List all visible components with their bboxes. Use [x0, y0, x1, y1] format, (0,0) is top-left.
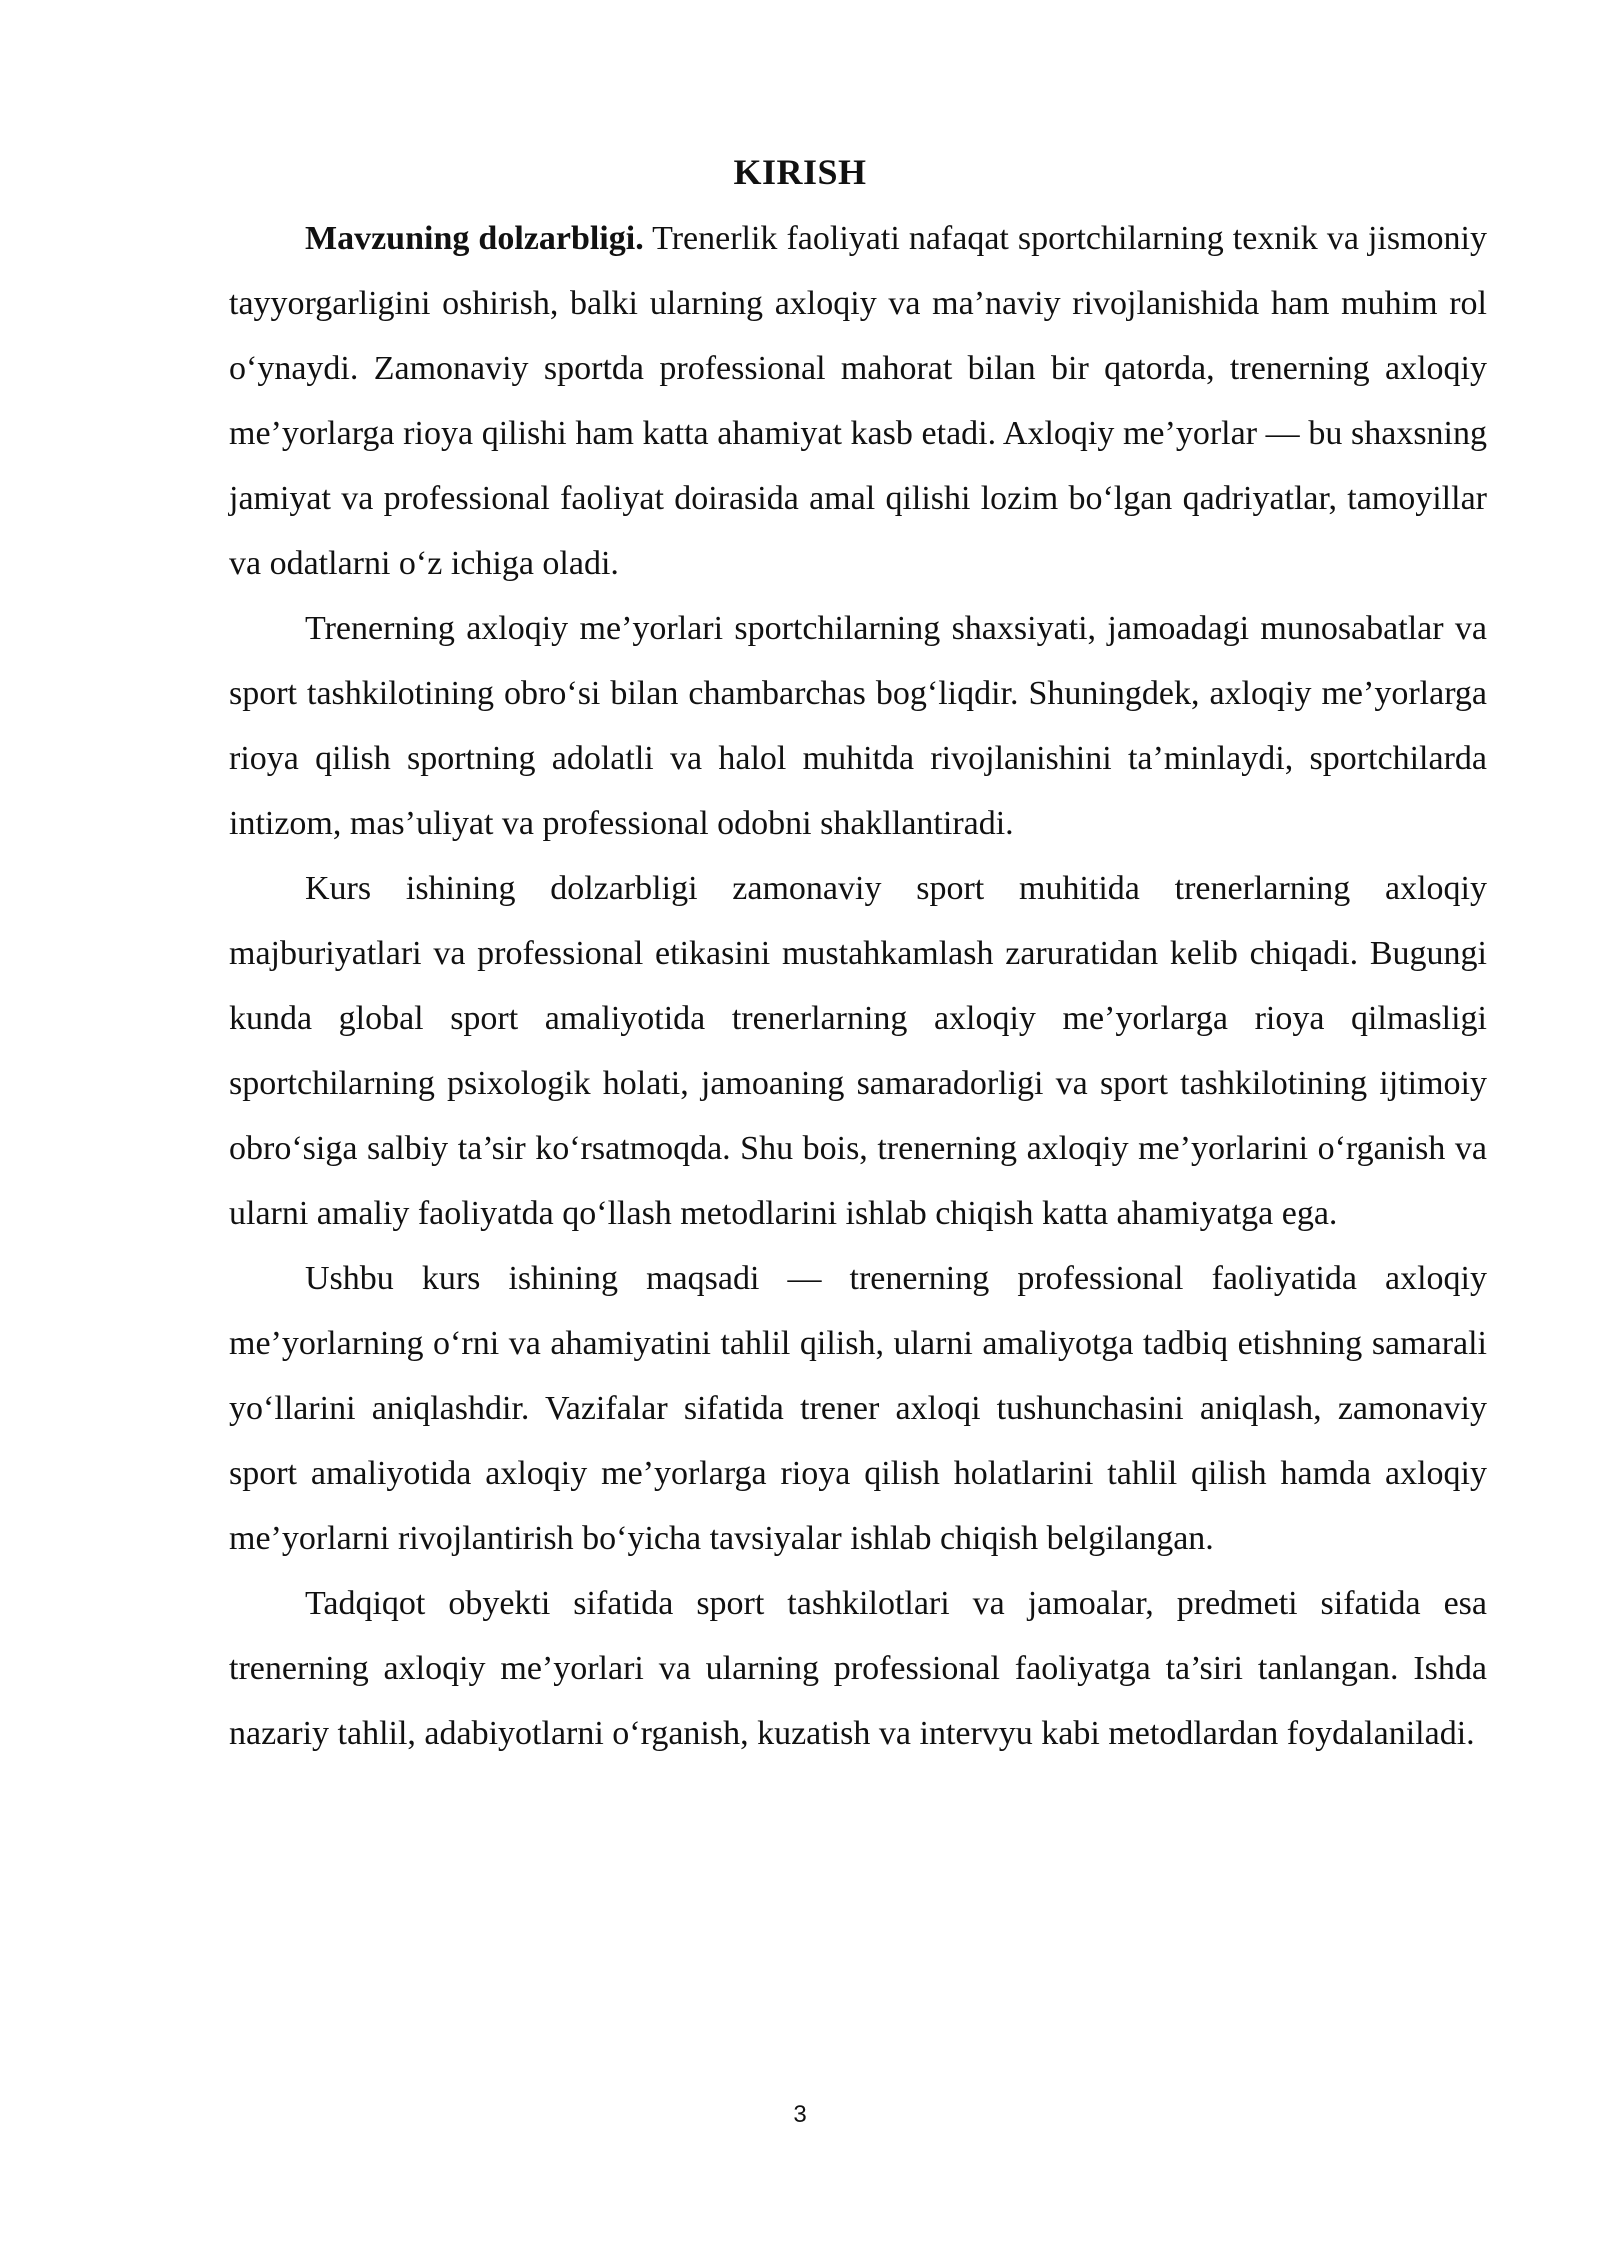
- paragraph-course-relevance: Kurs ishining dolzarbligi zamonaviy sport muhitida trenerlarning axloqiy majburiyatlari va professional etikasini mustahkamlash zaruratidan kelib chiqadi. Bugungi kunda global sport amaliyotida trenerlarning axloqiy me’yorlarga rioya qilmasligi sportchilarning psixologik holati, jamoaning samaradorligi va sport tashkilotining ijtimoiy obro‘siga salbiy ta’sir ko‘rsatmoqda. Shu bois, trenerning axloqiy me’yorlarini o‘rganish va ularni amaliy faoliyatda qo‘llash metodlarini ishlab chiqish katta ahamiyatga ega.: [229, 870, 1487, 1232]
- paragraph-course-goal: Ushbu kurs ishining maqsadi — trenerning professional faoliyatida axloqiy me’yorlarning o‘rni va ahamiyatini tahlil qilish, ularni amaliyotga tadbiq etishning samarali yo‘llarini aniqlashdir. Vazifalar sifatida trener axloqi tushunchasini aniqlash, zamonaviy sport amaliyotida axloqiy me’yorlarga rioya qilish holatlarini tahlil qilish hamda axloqiy me’yorlarni rivojlantirish bo‘yicha tavsiyalar ishlab chiqish belgilangan.: [229, 1260, 1487, 1557]
- section-title: KIRISH: [733, 152, 867, 192]
- body-text: [229, 206, 1487, 1766]
- paragraph-ethics-norms: Trenerning axloqiy me’yorlari sportchilarning shaxsiyati, jamoadagi munosabatlar va sport tashkilotining obro‘si bilan chambarchas bog‘liqdir. Shuningdek, axloqiy me’yorlarga rioya qilish sportning adolatli va halol muhitda rivojlanishini ta’minlaydi, sportchilarda intizom, mas’uliyat va professional odobni shakllantiradi.: [229, 610, 1487, 842]
- page-number: 3: [793, 2101, 807, 2128]
- paragraph-text: Trenerlik faoliyati nafaqat sportchilarning texnik va jismoniy tayyorgarligini oshirish, balki ularning axloqiy va ma’naviy rivojlanishida ham muhim rol o‘ynaydi. Zamonaviy sportda professional mahorat bilan bir qatorda, trenerning axloqiy me’yorlarga rioya qilishi ham katta ahamiyat kasb etadi. Axloqiy me’yorlar — bu shaxsning jamiyat va professional faoliyat doirasida amal qilishi lozim bo‘lgan qadriyatlar, tamoyillar va odatlarni o‘z ichiga oladi.: [229, 220, 1487, 582]
- paragraph-lead: Mavzuning dolzarbligi.: [305, 220, 644, 257]
- paragraph-research-object: Tadqiqot obyekti sifatida sport tashkilotlari va jamoalar, predmeti sifatida esa trenerning axloqiy me’yorlari va ularning professional faoliyatga ta’siri tanlangan. Ishda nazariy tahlil, adabiyotlarni o‘rganish, kuzatish va intervyu kabi metodlardan foydalaniladi.: [229, 1585, 1487, 1752]
- paragraph-relevance: [229, 206, 1487, 596]
